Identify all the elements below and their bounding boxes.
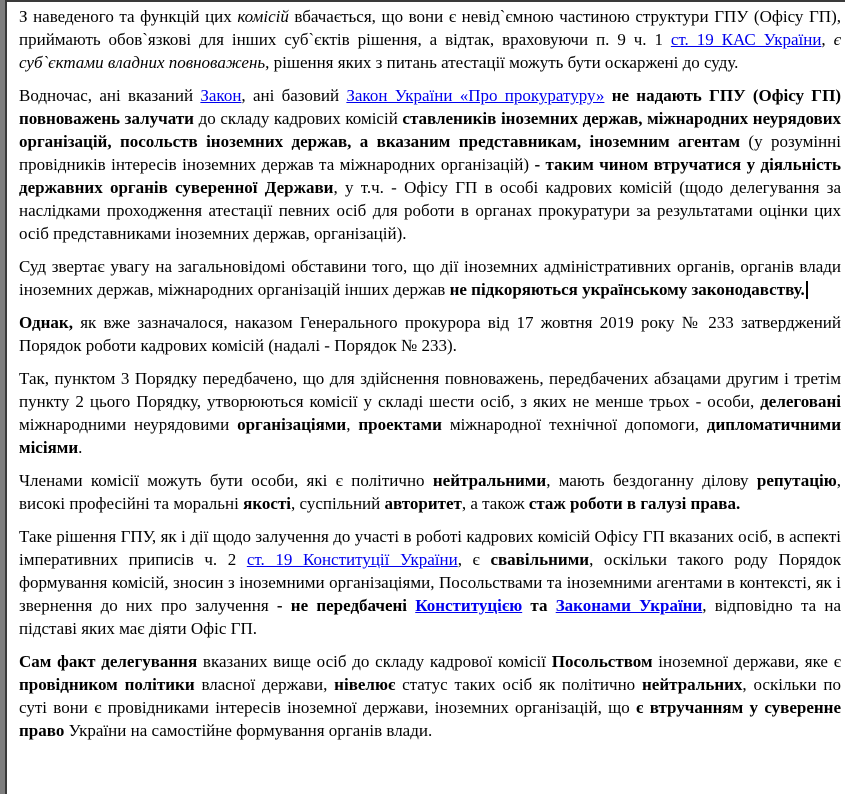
text-run: , у т.ч. - Офісу ГП в особі кадрових комісій (щодо делегування за наслідками проходження атестації певних осіб для роботи в органах прокуратури за результатами оцінки цих осіб представниками іноземних держав, організацій). bbox=[19, 178, 841, 243]
text-run bbox=[604, 86, 611, 105]
text-run: та bbox=[522, 596, 556, 615]
text-run: України на самостійне формування органів влади. bbox=[64, 721, 433, 740]
text-run: делеговані bbox=[760, 392, 841, 411]
text-run: Таке рішення ГПУ, як і дії щодо залучення до участі в роботі кадрових комісій Офісу ГП вказаних осіб, в аспекті імперативних приписів ч. 2 bbox=[19, 527, 841, 569]
paragraph bbox=[19, 84, 841, 245]
paragraph bbox=[19, 469, 841, 515]
text-run: свавільними bbox=[490, 550, 590, 569]
text-run: Посольством bbox=[551, 652, 653, 671]
text-run: нейтральних bbox=[642, 675, 743, 694]
text-run: міжнародної технічної допомоги, bbox=[441, 415, 707, 434]
text-run: вказаних вище осіб до складу кадрової комісії bbox=[197, 652, 552, 671]
text-run: , рішення яких з питань атестації можуть бути оскаржені до суду. bbox=[265, 53, 739, 72]
text-run: статус таких осіб як політично bbox=[395, 675, 642, 694]
paragraph bbox=[19, 650, 841, 742]
text-run: , а також bbox=[461, 494, 529, 513]
text-run: Водночас, ані вказаний bbox=[19, 86, 201, 105]
text-run: , bbox=[346, 415, 359, 434]
paragraph bbox=[19, 5, 841, 74]
text-run: якості bbox=[243, 494, 292, 513]
text-run: , оскільки по суті вони є провідниками інтересів іноземної держави, іноземних організацій, що bbox=[19, 675, 841, 717]
text-run: Суд звертає увагу на загальновідомі обставини того, що дії іноземних адміністративних органів, органів влади іноземних держав, міжнародних організацій інших держав bbox=[19, 257, 841, 299]
text-run: Членами комісії можуть бути особи, які є політично bbox=[19, 471, 433, 490]
text-run: З наведеного та функцій цих bbox=[19, 7, 238, 26]
text-run: міжнародними неурядовими bbox=[19, 415, 238, 434]
text-run: , високі професійні та моральні bbox=[19, 471, 841, 513]
paragraph bbox=[19, 255, 841, 301]
text-run: , bbox=[821, 30, 834, 49]
text-run: не надають ГПУ (Офісу ГП) повноважень залучати bbox=[19, 86, 842, 128]
text-run: , оскільки такого роду Порядок формування комісій, зносин з іноземними організаціями, Посольствами та іноземними агентами в контексті, як і звернення до них про залучення bbox=[19, 550, 842, 615]
text-run: як вже зазначалося, наказом Генерального прокурора від 17 жовтня 2019 року № 233 затверджений Порядок роботи кадрових комісій (надалі - Порядок № 233). bbox=[19, 313, 841, 355]
document-link[interactable]: Конституцією bbox=[415, 596, 523, 615]
paragraph bbox=[19, 367, 841, 459]
text-run: провідником політики bbox=[19, 675, 195, 694]
text-run: авторитет bbox=[384, 494, 462, 513]
text-run: є суб`єктами владних повноважень bbox=[19, 30, 842, 72]
text-run: дипломатичними місіями bbox=[19, 415, 842, 457]
text-run: комісій bbox=[237, 7, 289, 26]
text-run: нівелює bbox=[334, 675, 396, 694]
text-run: не підкоряються українському законодавству. bbox=[449, 280, 805, 299]
text-run: (у розумінні провідників інтересів іноземних держав та міжнародних організацій) bbox=[19, 132, 841, 174]
text-run: нейтральними bbox=[432, 471, 547, 490]
text-run: до складу кадрових комісій bbox=[193, 109, 403, 128]
text-run: вбачається, що вони є невід`ємною частиною структури ГПУ (Офісу ГП), приймають обов`язкові для інших суб`єктів рішення, а відтак, враховуючи п. 9 ч. 1 bbox=[19, 7, 841, 49]
paragraph bbox=[19, 525, 841, 640]
document-link[interactable]: Законами України bbox=[555, 596, 703, 615]
text-run: - таким чином втручатися у діяльність державних органів суверенної Держави bbox=[19, 155, 841, 197]
paragraph bbox=[19, 311, 841, 357]
text-run: . bbox=[78, 438, 83, 457]
text-run: , відповідно та на підставі яких має діяти Офіс ГП. bbox=[19, 596, 841, 638]
document-link[interactable]: ст. 19 КАС України bbox=[670, 30, 822, 49]
document-link[interactable]: Закон bbox=[200, 86, 242, 105]
text-run: іноземної держави, яке є bbox=[652, 652, 842, 671]
text-run: , мають бездоганну ділову bbox=[546, 471, 757, 490]
text-run: власної держави, bbox=[194, 675, 335, 694]
document-page[interactable] bbox=[5, 0, 845, 794]
text-run: , суспільний bbox=[291, 494, 385, 513]
document-link[interactable]: ст. 19 Конституції України bbox=[246, 550, 458, 569]
text-run: , є bbox=[457, 550, 491, 569]
text-run: Сам факт делегування bbox=[19, 652, 198, 671]
text-run: ставлеників іноземних держав, міжнародних неурядових організацій, посольств іноземних держав, а вказаним представникам, іноземним агентам bbox=[19, 109, 842, 151]
text-run: Так, пунктом 3 Порядку передбачено, що для здійснення повноважень, передбачених абзацами другим і третім пункту 2 цього Порядку, утворюються комісії у складі шести осіб, з яких не менше трьох - особи, bbox=[19, 369, 841, 411]
text-run: проектами bbox=[358, 415, 442, 434]
text-run: Однак, bbox=[19, 313, 73, 332]
document-link[interactable]: Закон України «Про прокуратуру» bbox=[346, 86, 605, 105]
text-run: , ані базовий bbox=[241, 86, 347, 105]
text-run: - не передбачені bbox=[276, 596, 416, 615]
text-run: організаціями bbox=[237, 415, 347, 434]
text-cursor bbox=[806, 281, 808, 299]
text-run: є втручанням у суверенне право bbox=[19, 698, 842, 740]
document-body bbox=[19, 5, 841, 742]
text-run: стаж роботи в галузі права. bbox=[528, 494, 741, 513]
text-run: репутацію bbox=[756, 471, 837, 490]
